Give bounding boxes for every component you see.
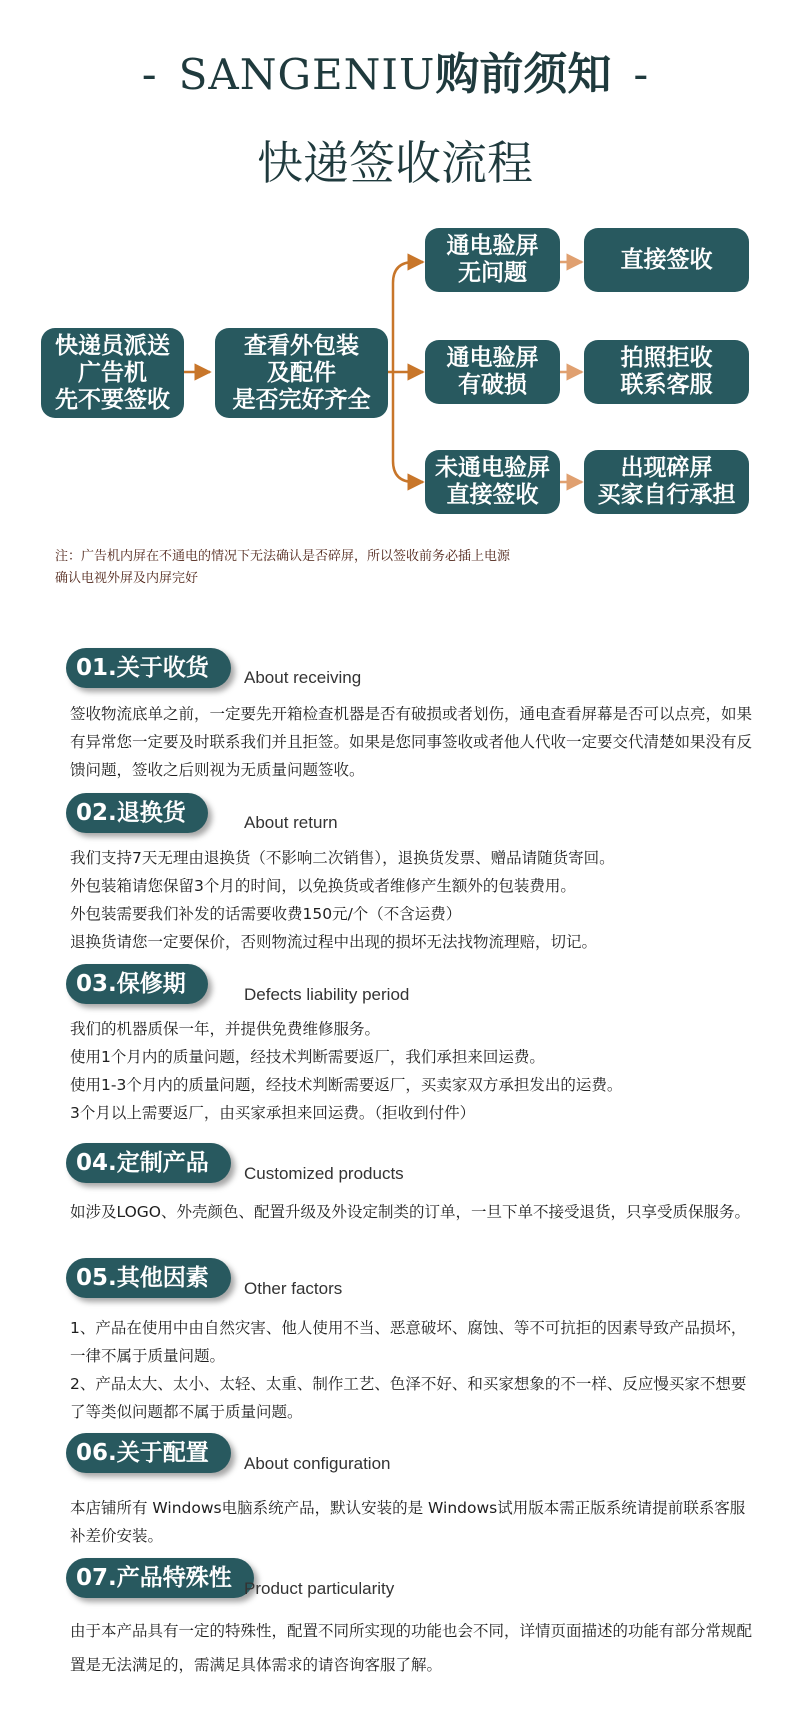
section-body-return bbox=[70, 844, 760, 956]
title-dash-left: - bbox=[141, 49, 157, 100]
section-body-receiving bbox=[70, 700, 760, 784]
section-title-particularity: 07.产品特殊性 bbox=[66, 1558, 254, 1598]
section-line: 由于本产品具有一定的特殊性，配置不同所实现的功能也会不同，详情页面描述的功能有部分常规配置是无法满足的，需满足具体需求的请咨询客服了解。 bbox=[70, 1622, 753, 1674]
section-body-customized bbox=[70, 1198, 760, 1226]
section-line: 本店铺所有 Windows电脑系统产品，默认安装的是 Windows试用版本需正版系统请提前联系客服补差价安装。 bbox=[70, 1499, 746, 1545]
section-title-customized: 04.定制产品 bbox=[66, 1143, 231, 1183]
section-title-warranty: 03.保修期 bbox=[66, 964, 208, 1004]
flow-step-check: 查看外包装 及配件 是否完好齐全 bbox=[215, 328, 388, 418]
section-title-receiving: 01.关于收货 bbox=[66, 648, 231, 688]
section-line: 外包装需要我们补发的话需要收费150元/个（不含运费） bbox=[70, 905, 462, 923]
section-line: 我们的机器质保一年，并提供免费维修服务。 bbox=[70, 1020, 381, 1038]
section-body-warranty bbox=[70, 1015, 760, 1127]
section-line: 我们支持7天无理由退换货（不影响二次销售），退换货发票、赠品请随货寄回。 bbox=[70, 849, 615, 867]
section-line: 退换货请您一定要保价，否则物流过程中出现的损坏无法找物流理赔，切记。 bbox=[70, 933, 598, 951]
flow-branch-condition-1: 通电验屏 无问题 bbox=[425, 228, 560, 292]
section-title-configuration: 06.关于配置 bbox=[66, 1433, 231, 1473]
page-subtitle: 快递签收流程 bbox=[257, 136, 533, 190]
flow-branch-result-3: 出现碎屏 买家自行承担 bbox=[584, 450, 749, 514]
flow-branch-result-1: 直接签收 bbox=[584, 228, 749, 292]
section-body-particularity bbox=[70, 1614, 760, 1682]
flow-step-start: 快递员派送 广告机 先不要签收 bbox=[41, 328, 184, 418]
arrow-check-to-branch3 bbox=[393, 372, 423, 482]
section-subtitle-particularity: Product particularity bbox=[244, 1579, 395, 1598]
section-line: 3个月以上需要返厂，由买家承担来回运费。（拒收到付件） bbox=[70, 1104, 476, 1122]
arrow-check-to-branch1 bbox=[393, 262, 423, 372]
section-subtitle-return: About return bbox=[244, 813, 338, 832]
flow-branch-condition-3: 未通电验屏 直接签收 bbox=[425, 450, 560, 514]
note-line-2: 确认电视外屏及内屏完好 bbox=[55, 571, 199, 586]
section-line: 如涉及LOGO、外壳颜色、配置升级及外设定制类的订单，一旦下单不接受退货，只享受质保服务。 bbox=[70, 1203, 750, 1221]
note-line-1: 注：广告机内屏在不通电的情况下无法确认是否碎屏，所以签收前务必插上电源 bbox=[55, 549, 511, 564]
section-line: 签收物流底单之前，一定要先开箱检查机器是否有破损或者划伤，通电查看屏幕是否可以点亮，如果有异常您一定要及时联系我们并且拒签。如果是您同事签收或者他人代收一定要交代清楚如果没有反馈问题，签收之后则视为无质量问题签收。 bbox=[70, 705, 753, 779]
flow-branch-condition-2: 通电验屏 有破损 bbox=[425, 340, 560, 404]
section-subtitle-configuration: About configuration bbox=[244, 1454, 391, 1473]
section-line: 使用1-3个月内的质量问题，经技术判断需要返厂，买卖家双方承担发出的运费。 bbox=[70, 1076, 623, 1094]
note bbox=[55, 546, 510, 590]
section-line: 使用1个月内的质量问题，经技术判断需要返厂，我们承担来回运费。 bbox=[70, 1048, 545, 1066]
section-subtitle-customized: Customized products bbox=[244, 1164, 404, 1183]
section-subtitle-other: Other factors bbox=[244, 1279, 343, 1298]
brand-name: SANGENIU bbox=[178, 50, 436, 99]
section-line: 2、产品太大、太小、太轻、太重、制作工艺、色泽不好、和买家想象的不一样、反应慢买家不想要了等类似问题都不属于质量问题。 bbox=[70, 1375, 747, 1421]
title-dash-right: - bbox=[633, 49, 649, 100]
section-title-return: 02.退换货 bbox=[66, 793, 208, 833]
section-line: 外包装箱请您保留3个月的时间，以免换货或者维修产生额外的包装费用。 bbox=[70, 877, 576, 895]
section-title-other: 05.其他因素 bbox=[66, 1258, 231, 1298]
title-text: 购前须知 bbox=[435, 49, 612, 100]
section-body-other bbox=[70, 1314, 760, 1426]
flow-branch-result-2: 拍照拒收 联系客服 bbox=[584, 340, 749, 404]
section-subtitle-warranty: Defects liability period bbox=[244, 985, 410, 1004]
section-line: 1、产品在使用中由自然灾害、他人使用不当、恶意破坏、腐蚀、等不可抗拒的因素导致产品损坏，一律不属于质量问题。 bbox=[70, 1319, 747, 1365]
section-subtitle-receiving: About receiving bbox=[244, 668, 362, 687]
section-body-configuration bbox=[70, 1494, 760, 1550]
